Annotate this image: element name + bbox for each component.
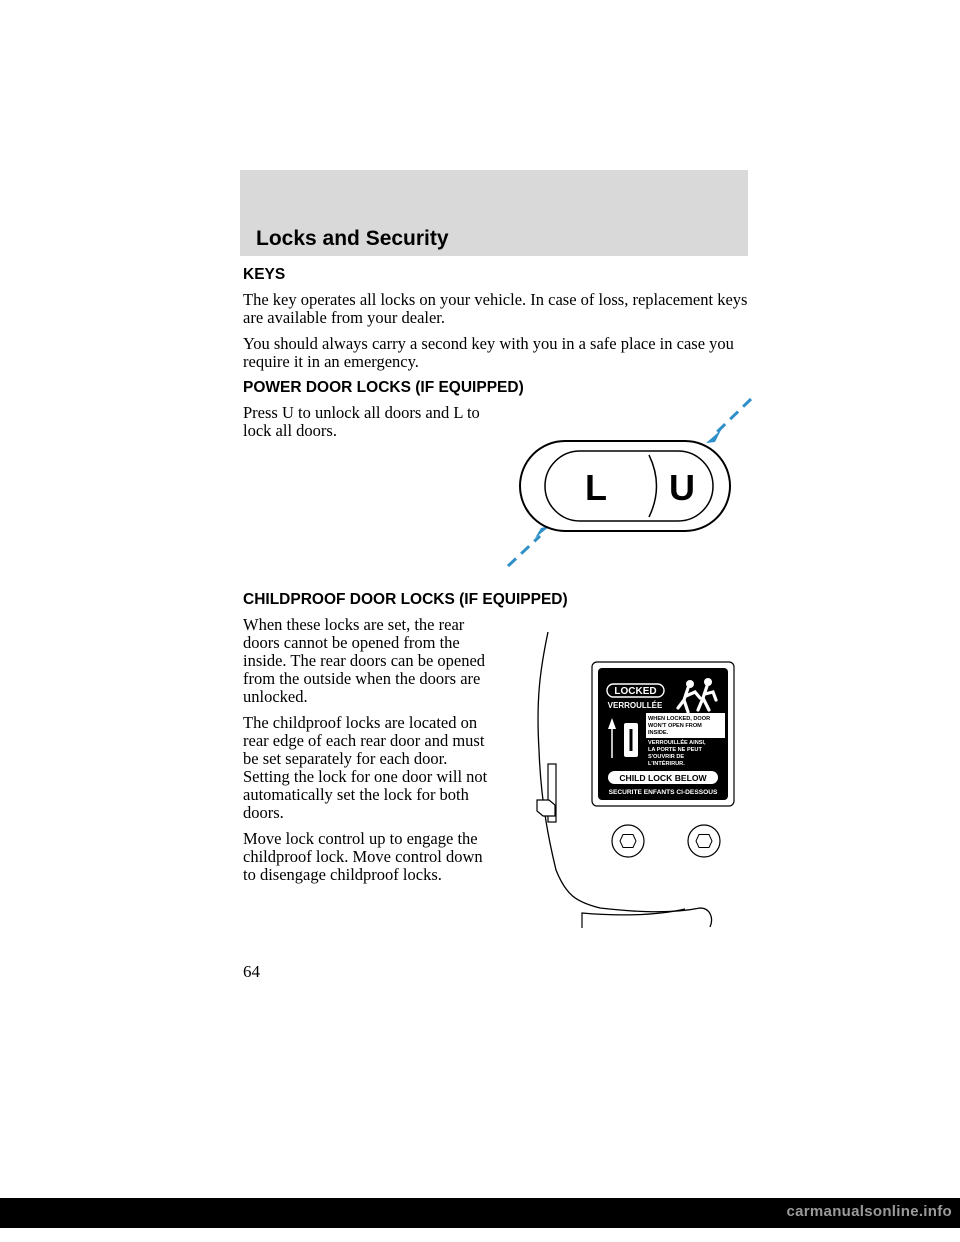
childproof-para-1: When these locks are set, the rear doors cannot be opened from the inside. The rear doors can be opened from the outside when the doors are unlocked. xyxy=(243,615,486,706)
child-lock-label-art xyxy=(598,668,728,800)
svg-text:LOCKED: LOCKED xyxy=(614,686,657,698)
keys-section xyxy=(243,266,748,379)
childproof-heading: CHILDPROOF DOOR LOCKS (IF EQUIPPED) xyxy=(243,591,568,608)
section-header xyxy=(240,170,748,256)
door-bottom-outline xyxy=(582,909,685,928)
callout-line-bottom xyxy=(508,536,540,566)
svg-text:VERROUILLÉE AINSI,: VERROUILLÉE AINSI, xyxy=(648,740,706,746)
unlock-label: U xyxy=(669,467,695,508)
svg-text:WON'T OPEN FROM: WON'T OPEN FROM xyxy=(648,723,702,729)
keys-para-1: The key operates all locks on your vehicle. In case of loss, replacement keys are available from your dealer. xyxy=(243,290,748,327)
callout-line-top xyxy=(716,399,751,433)
power-lock-switch-figure xyxy=(504,397,754,572)
footer-bar xyxy=(0,1198,960,1228)
callout-arrow-top-icon xyxy=(706,430,721,443)
svg-text:WHEN LOCKED, DOOR: WHEN LOCKED, DOOR xyxy=(648,716,711,722)
footer-watermark-link[interactable]: carmanualsonline.info xyxy=(786,1203,952,1220)
keys-para-2: You should always carry a second key with you in a safe place in case you require it in an emergency. xyxy=(243,334,734,371)
childproof-para-3: Move lock control up to engage the childproof lock. Move control down to disengage childproof locks. xyxy=(243,829,483,884)
childproof-para-2: The childproof locks are located on rear edge of each rear door and must be set separately for each door. Setting the lock for one door will not automatically set the lock for both doors. xyxy=(243,713,488,822)
lock-label: L xyxy=(585,467,607,508)
svg-text:SECURITE ENFANTS CI-DESSOUS: SECURITE ENFANTS CI-DESSOUS xyxy=(608,789,718,796)
door-screw-right-icon xyxy=(688,825,720,857)
svg-text:INSIDE.: INSIDE. xyxy=(648,730,669,736)
svg-text:S'OUVRIR DE: S'OUVRIR DE xyxy=(648,754,685,760)
power-locks-para: Press U to unlock all doors and L to lock all doors. xyxy=(243,403,480,440)
childproof-lock-figure xyxy=(510,630,740,930)
svg-text:VERROULLÉE: VERROULLÉE xyxy=(607,701,663,710)
page-number: 64 xyxy=(243,962,260,981)
svg-text:CHILD LOCK BELOW: CHILD LOCK BELOW xyxy=(619,773,707,783)
door-screw-left-icon xyxy=(612,825,644,857)
keys-heading: KEYS xyxy=(243,266,286,283)
svg-text:LA PORTE NE PEUT: LA PORTE NE PEUT xyxy=(648,747,702,753)
section-title: Locks and Security xyxy=(256,227,449,250)
power-locks-heading: POWER DOOR LOCKS (IF EQUIPPED) xyxy=(243,379,524,396)
child-lock-lever[interactable] xyxy=(537,800,555,816)
svg-text:L'INTÉRIRUR.: L'INTÉRIRUR. xyxy=(648,761,685,767)
